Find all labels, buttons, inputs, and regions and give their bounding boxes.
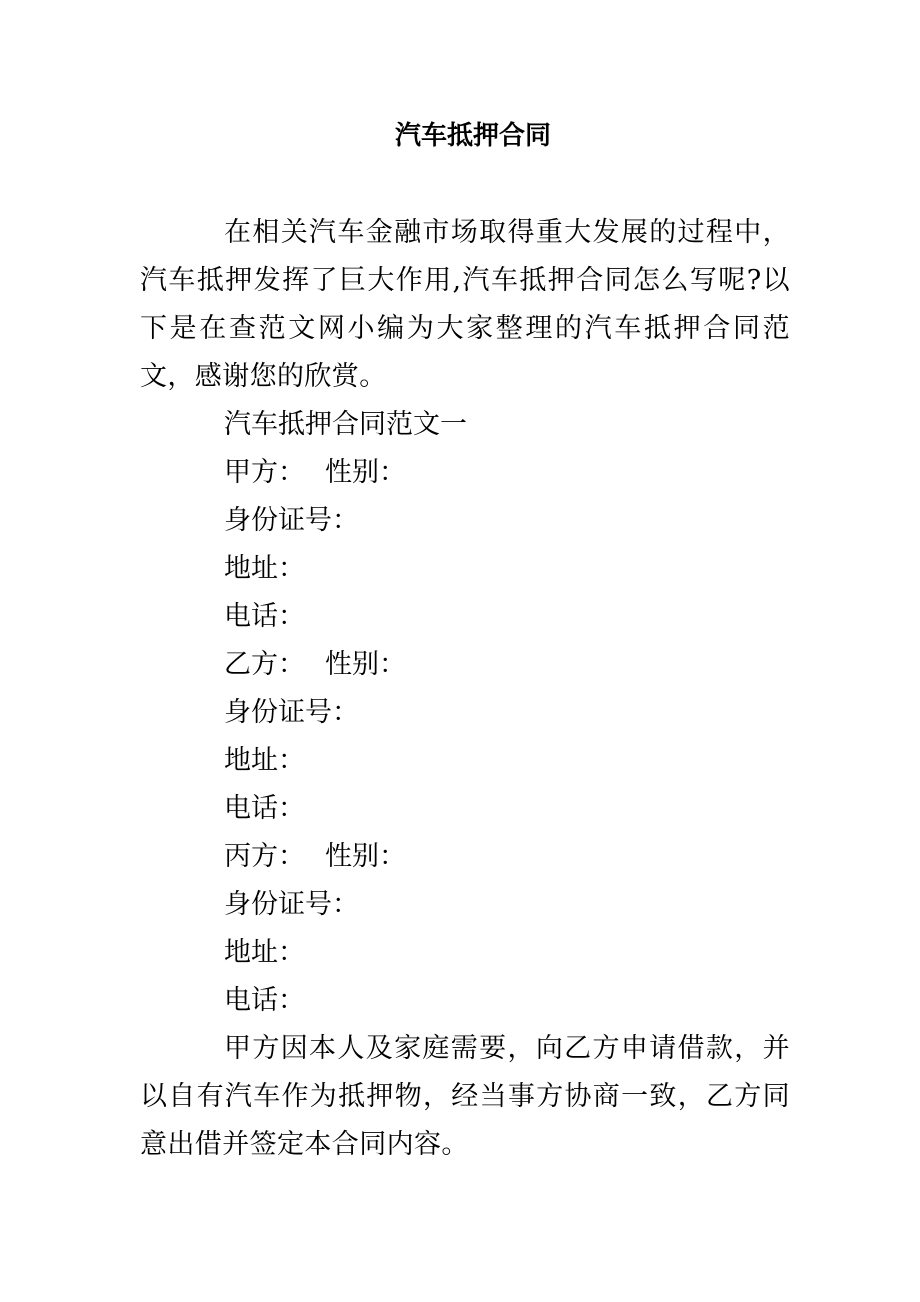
party-b-line	[140, 641, 790, 689]
document-title: 汽车抵押合同	[394, 121, 551, 151]
party-a-address-label: 地址：	[224, 553, 305, 584]
party-a-gender-label: 性别：	[325, 457, 406, 488]
party-a-label: 甲方：	[224, 457, 305, 488]
party-c-line	[140, 833, 790, 881]
party-b-address-label: 地址：	[224, 745, 305, 776]
intro-paragraph: 在相关汽车金融市场取得重大发展的过程中，汽车抵押发挥了巨大作用,汽车抵押合同怎么写呢?以下是在查范文网小编为大家整理的汽车抵押合同范文，感谢您的欣赏。	[140, 217, 790, 392]
party-c-gender-label: 性别：	[325, 841, 406, 872]
party-c-phone-label: 电话：	[224, 985, 305, 1016]
section-heading: 汽车抵押合同范文一	[224, 409, 467, 440]
party-b-label: 乙方：	[224, 649, 305, 680]
party-a-line	[140, 449, 790, 497]
party-a-phone-label: 电话：	[224, 601, 305, 632]
party-a-id-label: 身份证号：	[224, 505, 359, 536]
party-b-gender-label: 性别：	[325, 649, 406, 680]
party-b-phone-label: 电话：	[224, 793, 305, 824]
party-c-label: 丙方：	[224, 841, 305, 872]
document-body	[140, 209, 790, 1169]
party-c-id-label: 身份证号：	[224, 889, 359, 920]
party-b-id-label: 身份证号：	[224, 697, 359, 728]
clause-paragraph: 甲方因本人及家庭需要，向乙方申请借款，并以自有汽车作为抵押物，经当事方协商一致，乙方同意出借并签定本合同内容。	[140, 1033, 790, 1160]
party-c-address-label: 地址：	[224, 937, 305, 968]
